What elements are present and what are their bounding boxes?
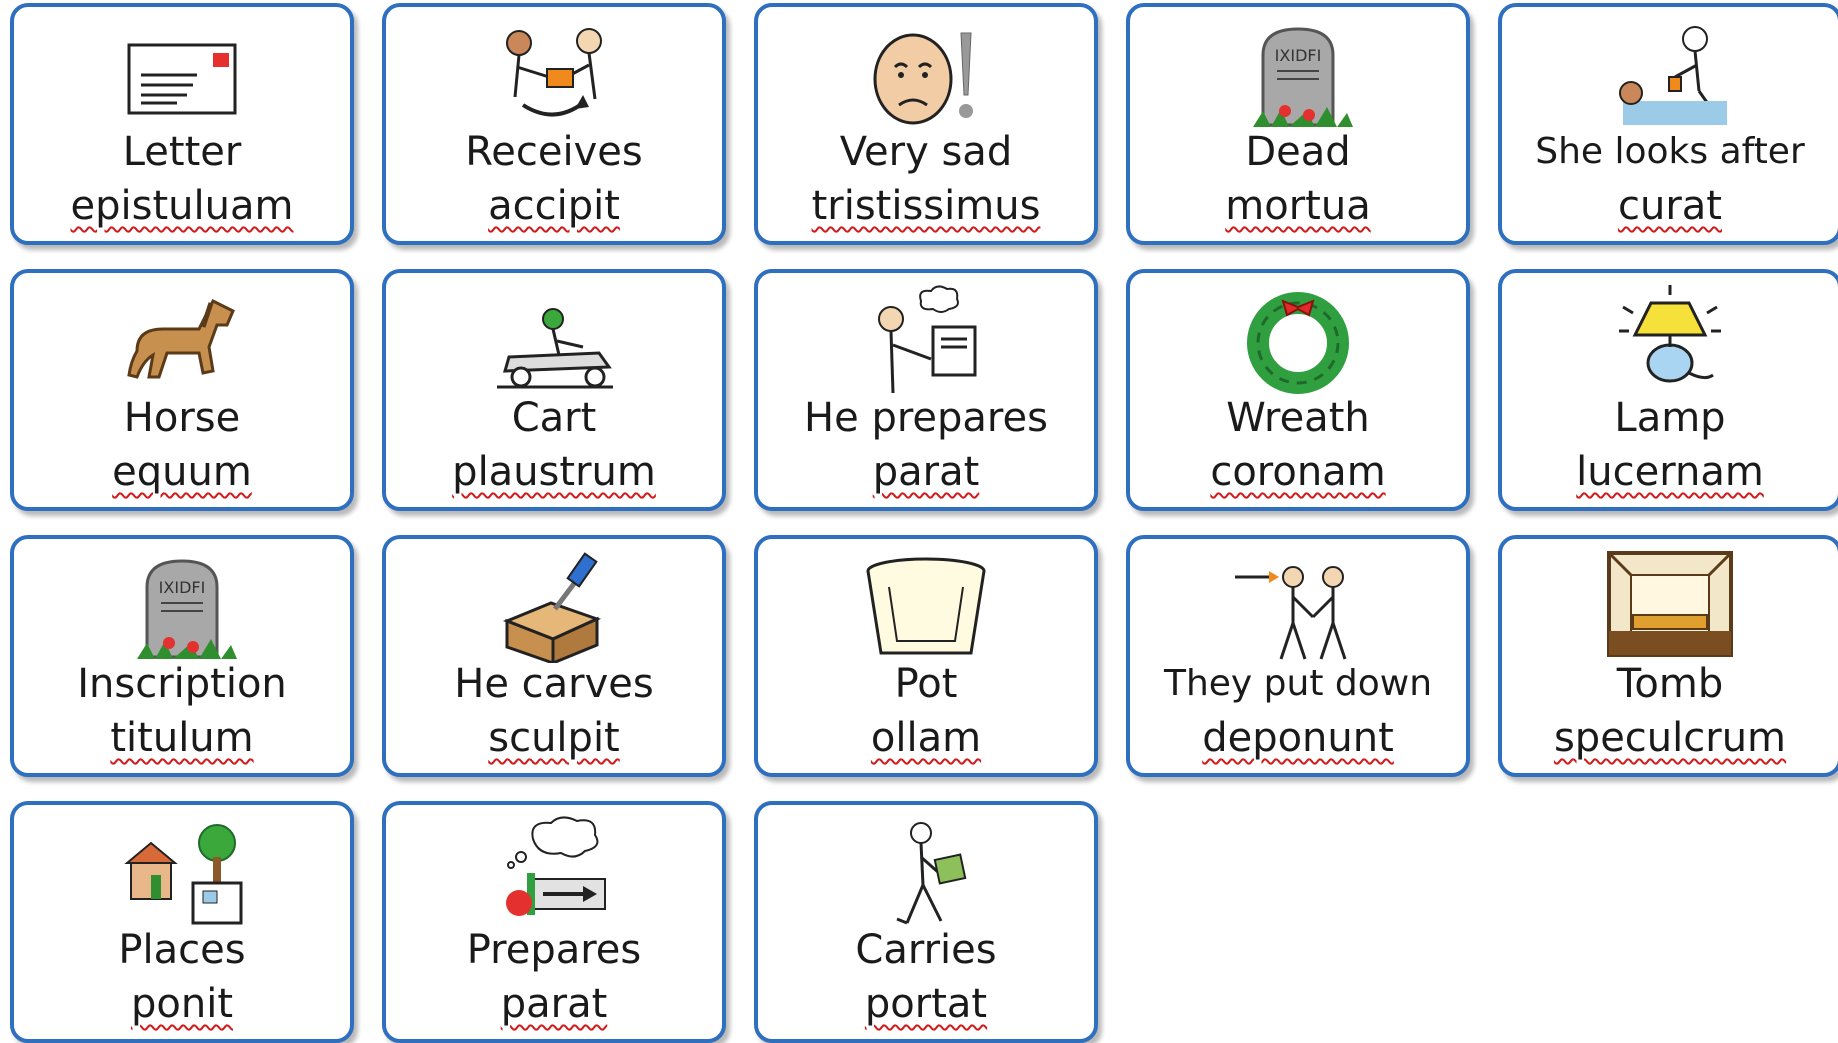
card-latin-label: ollam	[870, 715, 982, 761]
prepare-icon	[851, 281, 1001, 397]
letter-icon	[107, 15, 257, 131]
card-english-label: He carves	[454, 661, 654, 707]
symbol-card-places[interactable]	[10, 801, 354, 1043]
symbol-card-tomb[interactable]	[1498, 535, 1838, 777]
symbol-card-lamp[interactable]	[1498, 269, 1838, 511]
svg-text:IXIDFI: IXIDFI	[1274, 46, 1322, 65]
wreath-icon	[1223, 281, 1373, 397]
card-english-label: Places	[118, 927, 246, 973]
card-latin-label: lucernam	[1576, 449, 1764, 495]
symbol-card-he-prepares[interactable]	[754, 269, 1098, 511]
carries-icon	[851, 813, 1001, 929]
card-english-label: Very sad	[839, 129, 1013, 175]
card-latin-label: accipit	[488, 183, 620, 229]
card-english-label: Letter	[122, 129, 242, 175]
symbol-card-receives[interactable]	[382, 3, 726, 245]
card-latin-label: epistuluam	[70, 183, 294, 229]
card-english-label: He prepares	[804, 395, 1048, 441]
places-icon	[107, 813, 257, 929]
card-latin-label: parat	[500, 981, 608, 1027]
symbol-card-cart[interactable]	[382, 269, 726, 511]
gravestone-icon	[1223, 15, 1373, 131]
card-english-label: Prepares	[466, 927, 642, 973]
card-latin-label: portat	[864, 981, 988, 1027]
lamp-icon	[1595, 281, 1745, 397]
symbol-card-carries[interactable]	[754, 801, 1098, 1043]
inscription-icon	[107, 547, 257, 663]
put-down-icon	[1223, 547, 1373, 663]
card-latin-label: titulum	[110, 715, 254, 761]
symbol-card-prepares[interactable]	[382, 801, 726, 1043]
card-english-label: Wreath	[1226, 395, 1370, 441]
receive-icon	[479, 15, 629, 131]
card-english-label: They put down	[1163, 663, 1433, 704]
tomb-icon	[1595, 547, 1745, 663]
cart-icon	[479, 281, 629, 397]
card-english-label: Carries	[855, 927, 997, 973]
symbol-card-pot[interactable]	[754, 535, 1098, 777]
symbol-card-horse[interactable]	[10, 269, 354, 511]
prepares-thought-icon	[479, 813, 629, 929]
card-english-label: Receives	[465, 129, 643, 175]
symbol-card-wreath[interactable]	[1126, 269, 1470, 511]
sad-face-icon	[851, 15, 1001, 131]
card-latin-label: equum	[112, 449, 252, 495]
horse-icon	[107, 281, 257, 397]
card-latin-label: speculcrum	[1553, 715, 1787, 761]
symbol-card-very-sad[interactable]	[754, 3, 1098, 245]
card-latin-label: mortua	[1225, 183, 1371, 229]
card-english-label: Cart	[511, 395, 597, 441]
card-english-label: Dead	[1245, 129, 1351, 175]
symbol-card-dead[interactable]	[1126, 3, 1470, 245]
card-english-label: Inscription	[77, 661, 287, 707]
card-latin-label: curat	[1618, 183, 1722, 229]
card-latin-label: ponit	[130, 981, 233, 1027]
card-english-label: Horse	[123, 395, 241, 441]
card-latin-label: tristissimus	[811, 183, 1041, 229]
card-latin-label: coronam	[1210, 449, 1386, 495]
symbol-card-he-carves[interactable]	[382, 535, 726, 777]
card-latin-label: plaustrum	[452, 449, 656, 495]
card-english-label: Tomb	[1616, 661, 1724, 707]
card-english-label: Pot	[894, 661, 958, 707]
card-latin-label: sculpit	[488, 715, 620, 761]
card-latin-label: deponunt	[1202, 715, 1394, 761]
card-latin-label: parat	[872, 449, 980, 495]
symbol-card-they-put-down[interactable]	[1126, 535, 1470, 777]
svg-text:IXIDFI: IXIDFI	[158, 578, 206, 597]
pot-icon	[851, 547, 1001, 663]
card-english-label: Lamp	[1614, 395, 1726, 441]
symbol-card-she-looks-after[interactable]	[1498, 3, 1838, 245]
symbol-card-letter[interactable]	[10, 3, 354, 245]
card-english-label: She looks after	[1535, 131, 1805, 172]
symbol-card-inscription[interactable]	[10, 535, 354, 777]
carving-icon	[479, 547, 629, 663]
caring-icon	[1595, 15, 1745, 131]
